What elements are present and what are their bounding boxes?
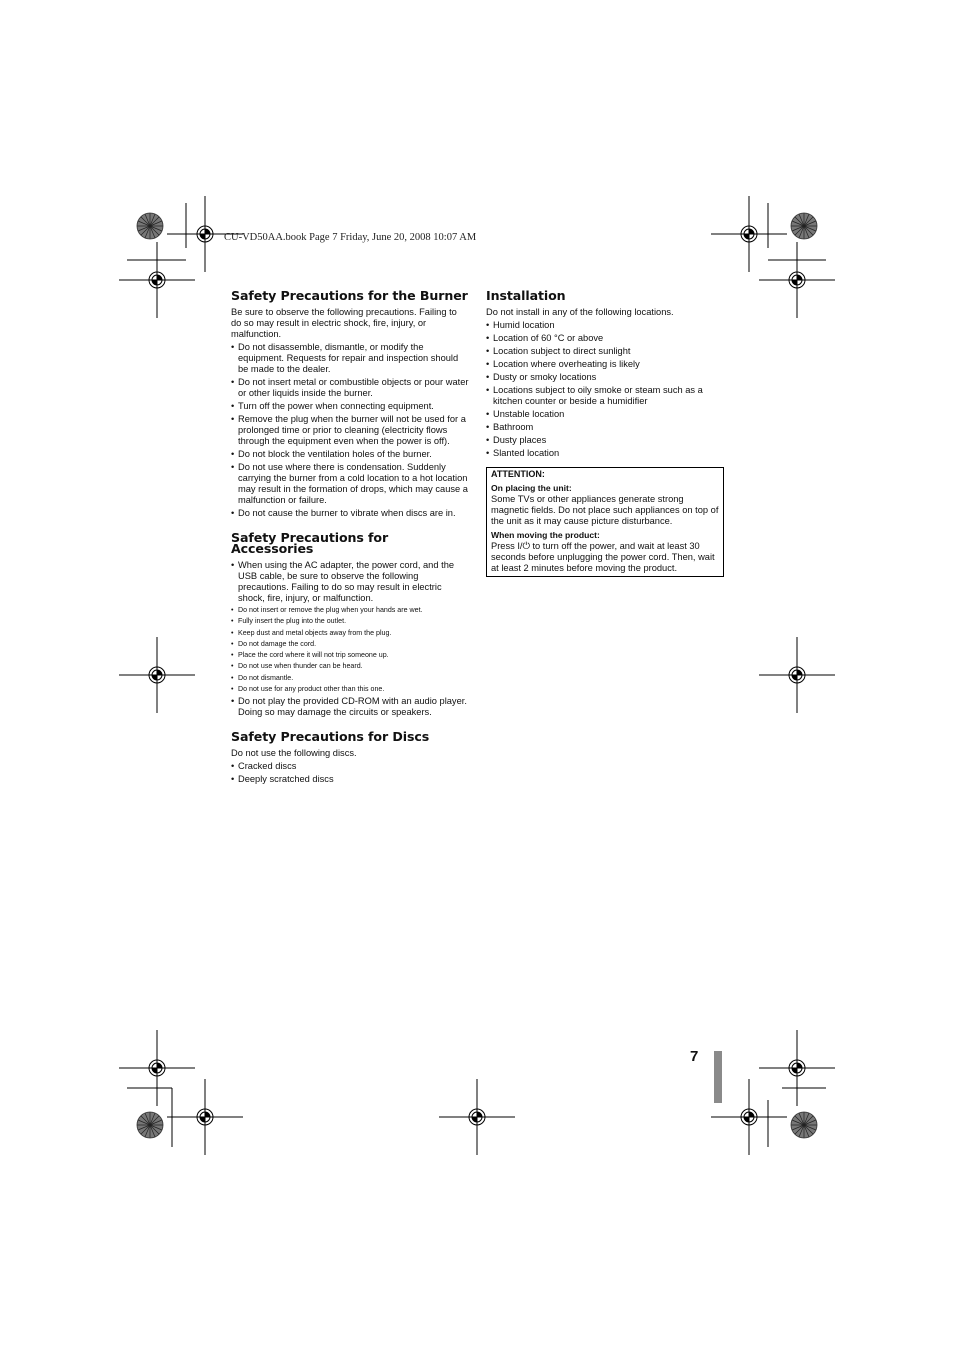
list-item: • Locations subject to oily smoke or steam such as a kitchen counter or beside a humidifier [486, 385, 724, 407]
accessories-sublist [231, 606, 469, 694]
list-item: • Do not disassemble, dismantle, or modify the equipment. Requests for repair and inspection should be made to the dealer. [231, 342, 469, 375]
sub-list-item: • Place the cord where it will not trip someone up. [231, 651, 469, 660]
page-number: 7 [690, 1048, 699, 1065]
accessories-list-2 [231, 696, 469, 718]
accessories-heading: Safety Precautions for Accessories [231, 530, 389, 556]
discs-section [231, 731, 469, 785]
moving-text: Press I/⏻ to turn off the power, and wait at least 30 seconds before unplugging the power cord. Then, wait at least 2 minutes before moving the product. [491, 541, 715, 573]
attention-box [486, 467, 724, 577]
placing-heading: On placing the unit: [491, 483, 572, 493]
list-item: • Do not insert metal or combustible objects or pour water or other liquids inside the burner. [231, 377, 469, 399]
page-tab-bar [714, 1051, 722, 1103]
sub-list-item: • Keep dust and metal objects away from the plug. [231, 629, 469, 638]
attention-title: ATTENTION: [491, 469, 545, 479]
list-item: • When using the AC adapter, the power cord, and the USB cable, be sure to observe the following precautions. Failing to do so may result in electric shock, fire, injury, or malfunction. [231, 560, 469, 604]
list-item: • Location where overheating is likely [486, 359, 724, 370]
discs-list [231, 761, 469, 785]
list-item: • Location of 60 °C or above [486, 333, 724, 344]
list-item: • Slanted location [486, 448, 724, 459]
installation-section [486, 290, 724, 459]
list-item: • Deeply scratched discs [231, 774, 469, 785]
list-item: • Do not cause the burner to vibrate when discs are in. [231, 508, 469, 519]
left-column [231, 290, 469, 798]
sub-list-item: • Fully insert the plug into the outlet. [231, 617, 469, 626]
list-item: • Cracked discs [231, 761, 469, 772]
list-item: • Humid location [486, 320, 724, 331]
placing-text: Some TVs or other appliances generate strong magnetic fields. Do not place such appliances on top of the unit as it may cause picture disturbance. [491, 494, 719, 526]
list-item: • Dusty places [486, 435, 724, 446]
list-item: • Do not block the ventilation holes of the burner. [231, 449, 469, 460]
sub-list-item: • Do not dismantle. [231, 674, 469, 683]
burner-list [231, 342, 469, 519]
sub-list-item: • Do not insert or remove the plug when your hands are wet. [231, 606, 469, 615]
list-item: • Do not play the provided CD-ROM with an audio player. Doing so may damage the circuits or speakers. [231, 696, 469, 718]
accessories-list [231, 560, 469, 604]
list-item: • Unstable location [486, 409, 724, 420]
list-item: • Do not use where there is condensation. Suddenly carrying the burner from a cold location to a hot location may result in the formation of drops, which may cause a malfunction or failure. [231, 462, 469, 506]
list-item: • Dusty or smoky locations [486, 372, 724, 383]
burner-intro: Be sure to observe the following precautions. Failing to do so may result in electric shock, fire, injury, or malfunction. [231, 307, 457, 339]
list-item: • Bathroom [486, 422, 724, 433]
running-header: CU-VD50AA.book Page 7 Friday, June 20, 2008 10:07 AM [224, 232, 477, 243]
list-item: • Remove the plug when the burner will not be used for a prolonged time or prior to cleaning (electricity flows through the equipment even when the power is off). [231, 414, 469, 447]
sub-list-item: • Do not use when thunder can be heard. [231, 662, 469, 671]
right-column [486, 290, 724, 577]
moving-heading: When moving the product: [491, 530, 600, 540]
sub-list-item: • Do not use for any product other than this one. [231, 685, 469, 694]
discs-intro: Do not use the following discs. [231, 748, 357, 759]
sub-list-item: • Do not damage the cord. [231, 640, 469, 649]
installation-list [486, 320, 724, 459]
installation-heading: Installation [486, 288, 566, 303]
list-item: • Location subject to direct sunlight [486, 346, 724, 357]
burner-section [231, 290, 469, 519]
list-item: • Turn off the power when connecting equipment. [231, 401, 469, 412]
discs-heading: Safety Precautions for Discs [231, 729, 430, 745]
installation-intro: Do not install in any of the following locations. [486, 307, 674, 317]
accessories-section [231, 532, 469, 718]
burner-heading: Safety Precautions for the Burner [231, 288, 468, 303]
